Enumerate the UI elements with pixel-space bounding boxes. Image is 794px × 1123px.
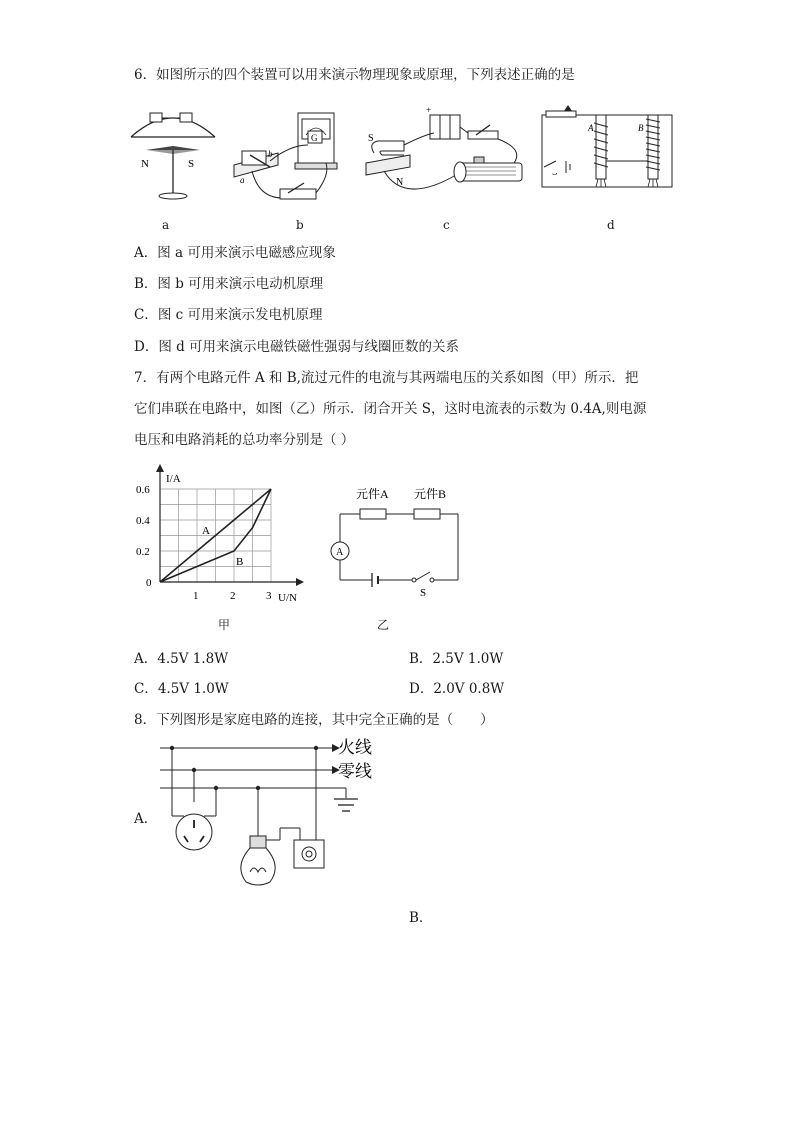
neutral-wire-label: 零线 bbox=[338, 762, 372, 781]
q6-stem: 6．如图所示的四个装置可以用来演示物理现象或原理，下列表述正确的是 bbox=[134, 67, 575, 83]
element-a bbox=[360, 509, 386, 519]
q6-figure-b bbox=[230, 105, 340, 205]
x-axis-arrow bbox=[296, 578, 304, 586]
fig-a-s-label: S bbox=[188, 158, 195, 170]
q8-option-a: A． bbox=[134, 811, 158, 827]
q8-household-circuit bbox=[150, 736, 390, 906]
fig-b-b-label: b bbox=[268, 149, 273, 159]
y-tick-label: 0.2 bbox=[136, 546, 150, 558]
q7-option-a: A．4.5V 1.8W bbox=[134, 651, 229, 667]
q6-option-a: A．图 a 可用来演示电磁感应现象 bbox=[134, 245, 336, 261]
q7-circuit bbox=[322, 480, 472, 605]
q7-stem-line-2: 它们串联在电路中，如图（乙）所示．闭合开关 S，这时电流表的示数为 0.4A,则电源 bbox=[134, 401, 647, 417]
fig-c-caption: c bbox=[443, 218, 450, 232]
fig-b-a-label: a bbox=[240, 175, 245, 185]
switch bbox=[416, 572, 430, 580]
fig-d-caption: d bbox=[607, 218, 615, 232]
element-a-label: 元件A bbox=[356, 487, 389, 501]
element-b bbox=[414, 509, 440, 519]
ammeter-label: A bbox=[336, 547, 344, 558]
q6-option-d: D．图 d 可用来演示电磁铁磁性强弱与线圈匝数的关系 bbox=[134, 339, 460, 355]
fig-b-caption: b bbox=[296, 218, 304, 232]
x-axis-label: U/N bbox=[278, 592, 297, 604]
fig-c-s-label: S bbox=[368, 133, 374, 144]
q6-option-c: C．图 c 可用来演示发电机原理 bbox=[134, 307, 323, 323]
fig-b-g-label: G bbox=[311, 133, 318, 143]
q7-option-d: D．2.0V 0.8W bbox=[409, 681, 505, 697]
y-axis-label: I/A bbox=[166, 473, 181, 485]
light-bulb bbox=[241, 848, 275, 885]
y-axis-arrow bbox=[156, 464, 164, 472]
q7-graph-caption: 甲 bbox=[218, 618, 231, 632]
y-tick-label: 0.4 bbox=[136, 515, 150, 527]
switch-label: S bbox=[420, 587, 427, 599]
q7-iv-graph bbox=[128, 462, 318, 612]
element-b-label: 元件B bbox=[414, 487, 447, 501]
q6-option-b: B．图 b 可用来演示电动机原理 bbox=[134, 276, 324, 292]
x-tick-label: 3 bbox=[266, 590, 272, 602]
q6-figure-c bbox=[364, 105, 534, 205]
q7-stem-line-3: 电压和电路消耗的总功率分别是（ ） bbox=[134, 432, 355, 448]
fig-a-caption: a bbox=[162, 218, 170, 232]
fig-c-plus: + bbox=[426, 105, 432, 115]
q8-stem: 8．下列图形是家庭电路的连接，其中完全正确的是（ ） bbox=[134, 712, 494, 728]
series-b-label: B bbox=[236, 556, 244, 568]
fig-d-a-label: A bbox=[588, 123, 594, 133]
q6-figure-d bbox=[536, 103, 676, 203]
live-wire-label: 火线 bbox=[338, 738, 372, 757]
q7-circuit-caption: 乙 bbox=[377, 618, 390, 632]
q8-option-b: B． bbox=[409, 910, 433, 926]
q6-figure-a bbox=[128, 105, 218, 205]
fig-d-b-label: B bbox=[638, 123, 644, 133]
q7-option-c: C．4.5V 1.0W bbox=[134, 681, 229, 697]
fig-a-n-label: N bbox=[141, 158, 149, 170]
x-tick-label: 1 bbox=[193, 590, 199, 602]
q7-option-b: B．2.5V 1.0W bbox=[409, 651, 504, 667]
series-a-label: A bbox=[202, 525, 210, 537]
three-pin-socket bbox=[176, 814, 212, 850]
fig-c-n-label: N bbox=[396, 177, 404, 188]
x-tick-label: 2 bbox=[230, 590, 236, 602]
q7-stem-line-1: 7．有两个电路元件 A 和 B,流过元件的电流与其两端电压的关系如图（甲）所示．把 bbox=[134, 370, 639, 386]
origin-label: 0 bbox=[146, 577, 152, 589]
y-tick-label: 0.6 bbox=[136, 484, 150, 496]
